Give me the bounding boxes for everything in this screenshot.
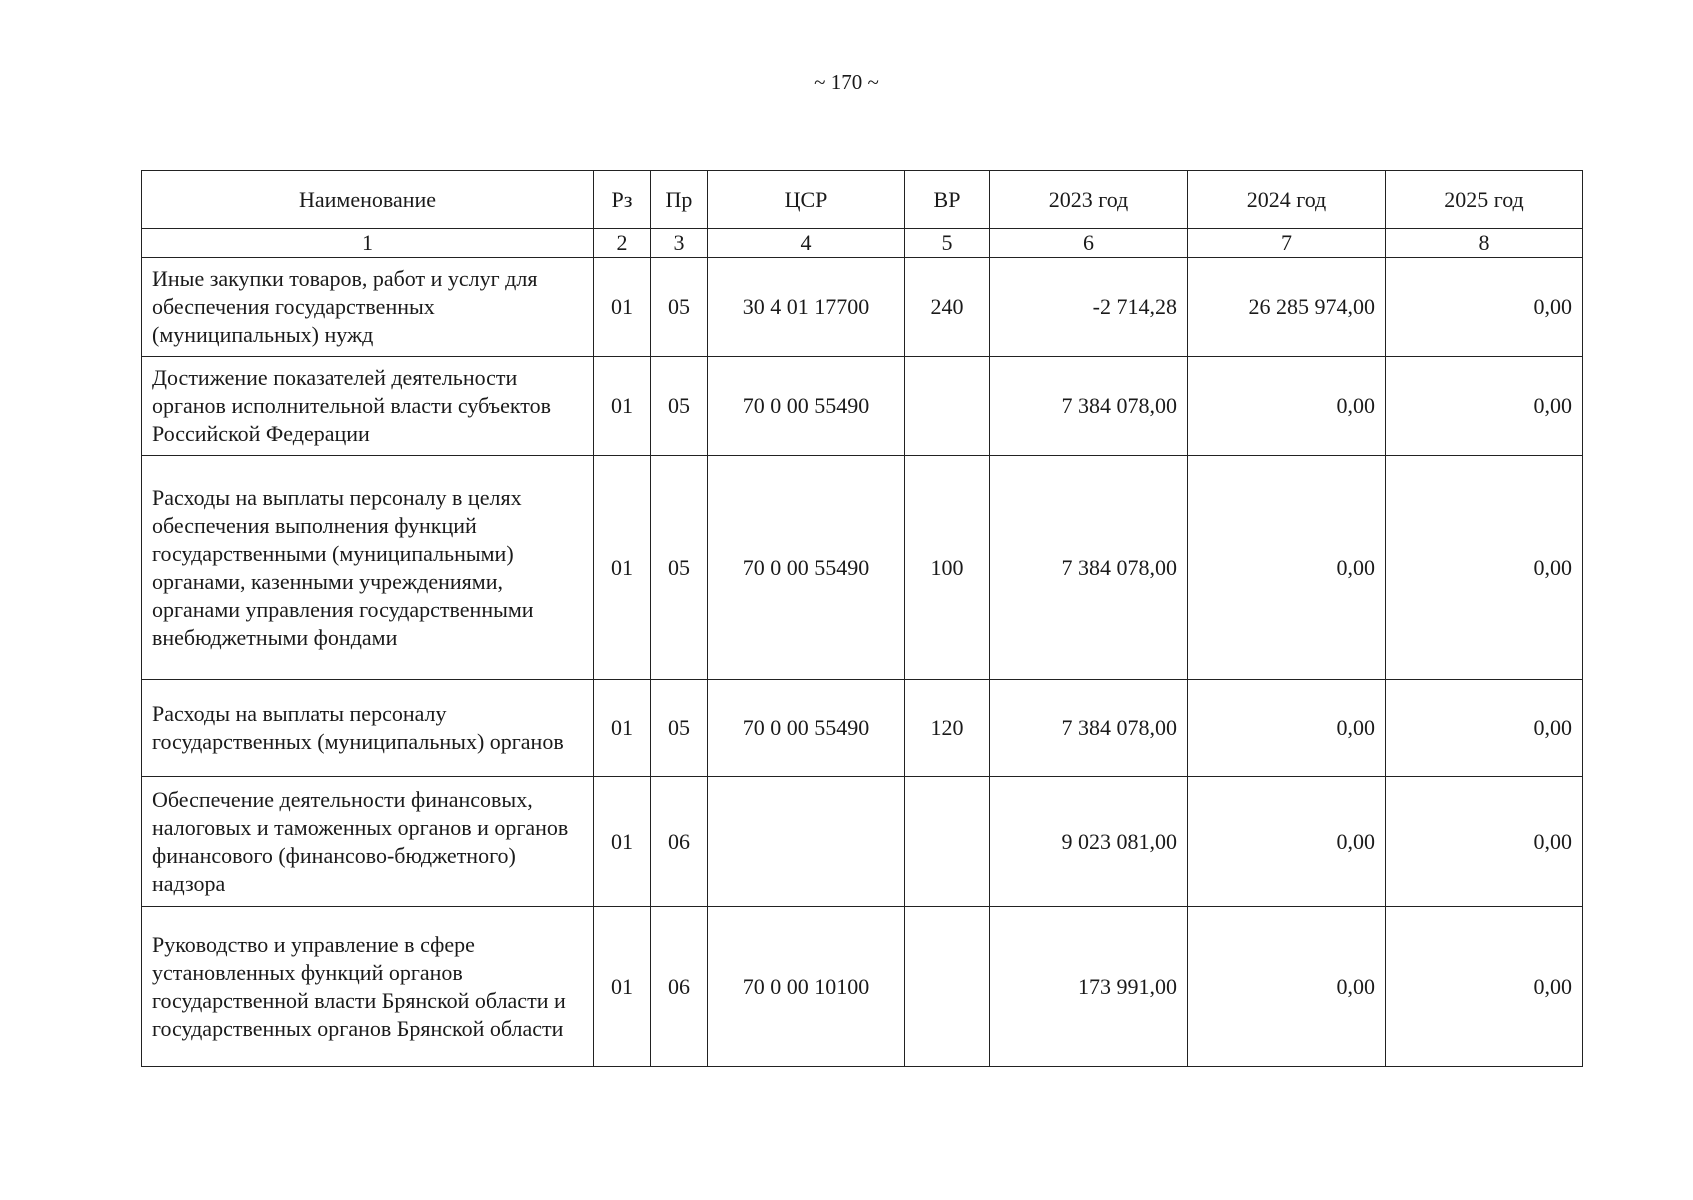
row-pr: 05 xyxy=(651,680,708,777)
row-name: Расходы на выплаты персоналу в целях обеспечения выполнения функций государственными (муниципальными) органами, казенными учреждениями, органами управления государственными внебюджетными фондами xyxy=(142,456,594,680)
row-name: Достижение показателей деятельности органов исполнительной власти субъектов Российской Федерации xyxy=(142,357,594,456)
row-vr: 120 xyxy=(905,680,990,777)
row-pr: 06 xyxy=(651,777,708,907)
column-number: 7 xyxy=(1188,229,1386,258)
row-rz: 01 xyxy=(594,777,651,907)
row-2023: 7 384 078,00 xyxy=(990,357,1188,456)
table-row xyxy=(142,456,1583,680)
table-row xyxy=(142,907,1583,1067)
row-vr xyxy=(905,777,990,907)
header-2024: 2024 год xyxy=(1188,171,1386,229)
row-name: Расходы на выплаты персоналу государственных (муниципальных) органов xyxy=(142,680,594,777)
row-pr: 05 xyxy=(651,258,708,357)
row-2023: 173 991,00 xyxy=(990,907,1188,1067)
row-name: Иные закупки товаров, работ и услуг для обеспечения государственных (муниципальных) нужд xyxy=(142,258,594,357)
row-rz: 01 xyxy=(594,907,651,1067)
budget-table xyxy=(141,170,1583,1067)
row-2025: 0,00 xyxy=(1386,680,1583,777)
page-number: ~ 170 ~ xyxy=(814,70,879,94)
row-2025: 0,00 xyxy=(1386,456,1583,680)
row-2023: 9 023 081,00 xyxy=(990,777,1188,907)
row-2023: -2 714,28 xyxy=(990,258,1188,357)
column-number: 2 xyxy=(594,229,651,258)
row-vr xyxy=(905,907,990,1067)
header-pr: Пр xyxy=(651,171,708,229)
header-rz: Рз xyxy=(594,171,651,229)
row-pr: 05 xyxy=(651,357,708,456)
header-2023: 2023 год xyxy=(990,171,1188,229)
row-2024: 0,00 xyxy=(1188,456,1386,680)
row-csr: 70 0 00 10100 xyxy=(708,907,905,1067)
row-2025: 0,00 xyxy=(1386,907,1583,1067)
table-row xyxy=(142,357,1583,456)
row-2024: 0,00 xyxy=(1188,680,1386,777)
column-number: 8 xyxy=(1386,229,1583,258)
row-pr: 06 xyxy=(651,907,708,1067)
column-number: 6 xyxy=(990,229,1188,258)
row-2024: 26 285 974,00 xyxy=(1188,258,1386,357)
row-rz: 01 xyxy=(594,680,651,777)
row-name: Руководство и управление в сфере установленных функций органов государственной власти Брянской области и государственных органов Брянской области xyxy=(142,907,594,1067)
row-2023: 7 384 078,00 xyxy=(990,680,1188,777)
row-csr: 30 4 01 17700 xyxy=(708,258,905,357)
row-2025: 0,00 xyxy=(1386,258,1583,357)
header-csr: ЦСР xyxy=(708,171,905,229)
row-name: Обеспечение деятельности финансовых, налоговых и таможенных органов и органов финансового (финансово-бюджетного) надзора xyxy=(142,777,594,907)
row-csr: 70 0 00 55490 xyxy=(708,680,905,777)
column-number: 3 xyxy=(651,229,708,258)
column-number: 4 xyxy=(708,229,905,258)
row-2023: 7 384 078,00 xyxy=(990,456,1188,680)
header-2025: 2025 год xyxy=(1386,171,1583,229)
row-rz: 01 xyxy=(594,357,651,456)
row-vr: 240 xyxy=(905,258,990,357)
column-number: 1 xyxy=(142,229,594,258)
row-csr: 70 0 00 55490 xyxy=(708,357,905,456)
header-row xyxy=(142,171,1583,229)
header-vr: ВР xyxy=(905,171,990,229)
row-csr xyxy=(708,777,905,907)
header-name: Наименование xyxy=(142,171,594,229)
row-2025: 0,00 xyxy=(1386,777,1583,907)
table-row xyxy=(142,258,1583,357)
table-row xyxy=(142,777,1583,907)
table-row xyxy=(142,680,1583,777)
row-2025: 0,00 xyxy=(1386,357,1583,456)
row-vr xyxy=(905,357,990,456)
row-2024: 0,00 xyxy=(1188,357,1386,456)
row-vr: 100 xyxy=(905,456,990,680)
column-number: 5 xyxy=(905,229,990,258)
column-number-row xyxy=(142,229,1583,258)
row-rz: 01 xyxy=(594,258,651,357)
row-rz: 01 xyxy=(594,456,651,680)
row-2024: 0,00 xyxy=(1188,777,1386,907)
row-pr: 05 xyxy=(651,456,708,680)
row-csr: 70 0 00 55490 xyxy=(708,456,905,680)
row-2024: 0,00 xyxy=(1188,907,1386,1067)
